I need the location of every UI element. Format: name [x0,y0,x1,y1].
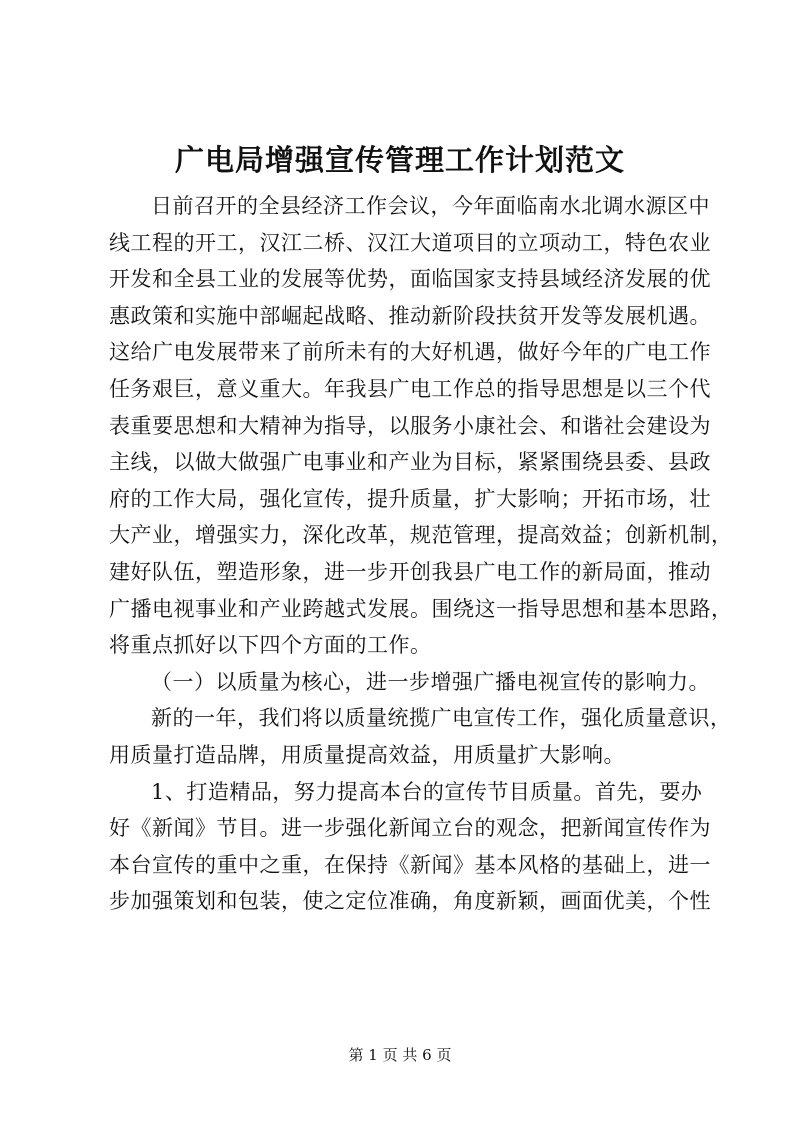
paragraph-line: 这给广电发展带来了前所未有的大好机遇，做好今年的广电工作 [109,340,711,365]
paragraph-line: 建好队伍，塑造形象，进一步开创我县广电工作的新局面，推动 [109,559,711,584]
paragraph-line: 好《新闻》节目。进一步强化新闻立台的观念，把新闻宣传作为 [109,816,711,841]
paragraph-line: 步加强策划和包装，使之定位准确，角度新颖，画面优美，个性 [109,889,711,914]
paragraph-line: 任务艰巨，意义重大。年我县广电工作总的指导思想是以三个代 [109,376,711,401]
paragraph-line: 惠政策和实施中部崛起战略、推动新阶段扶贫开发等发展机遇。 [109,303,711,328]
paragraph-line: 日前召开的全县经济工作会议，今年面临南水北调水源区中 [151,194,710,218]
paragraph-line: 1、打造精品，努力提高本台的宣传节目质量。首先，要办 [151,779,703,804]
page-footer: 第 1 页 共 6 页 [348,1046,452,1064]
document-title: 广电局增强宣传管理工作计划范文 [174,143,625,177]
paragraph-line: 主线，以做大做强广电事业和产业为目标，紧紧围绕县委、县政 [109,450,711,475]
paragraph-line: 府的工作大局，强化宣传，提升质量，扩大影响；开拓市场，壮 [109,486,711,511]
paragraph-line: 新的一年，我们将以质量统揽广电宣传工作，强化质量意识， [151,706,732,731]
document-body [109,188,733,920]
paragraph-line: 用质量打造品牌，用质量提高效益，用质量扩大影响。 [109,742,625,767]
section-heading: （一）以质量为核心，进一步增强广播电视宣传的影响力。 [151,669,710,694]
paragraph-line: 本台宣传的重中之重，在保持《新闻》基本风格的基础上，进一 [109,852,711,877]
paragraph-line: 开发和全县工业的发展等优势，面临国家支持县域经济发展的优 [109,267,711,292]
paragraph-line: 大产业，增强实力，深化改革，规范管理，提高效益；创新机制， [109,523,733,548]
paragraph-line: 表重要思想和大精神为指导，以服务小康社会、和谐社会建设为 [109,413,711,438]
paragraph-line: 广播电视事业和产业跨越式发展。围绕这一指导思想和基本思路， [109,596,733,621]
paragraph-line: 将重点抓好以下四个方面的工作。 [109,633,432,658]
paragraph-line: 线工程的开工，汉江二桥、汉江大道项目的立项动工，特色农业 [109,230,711,255]
